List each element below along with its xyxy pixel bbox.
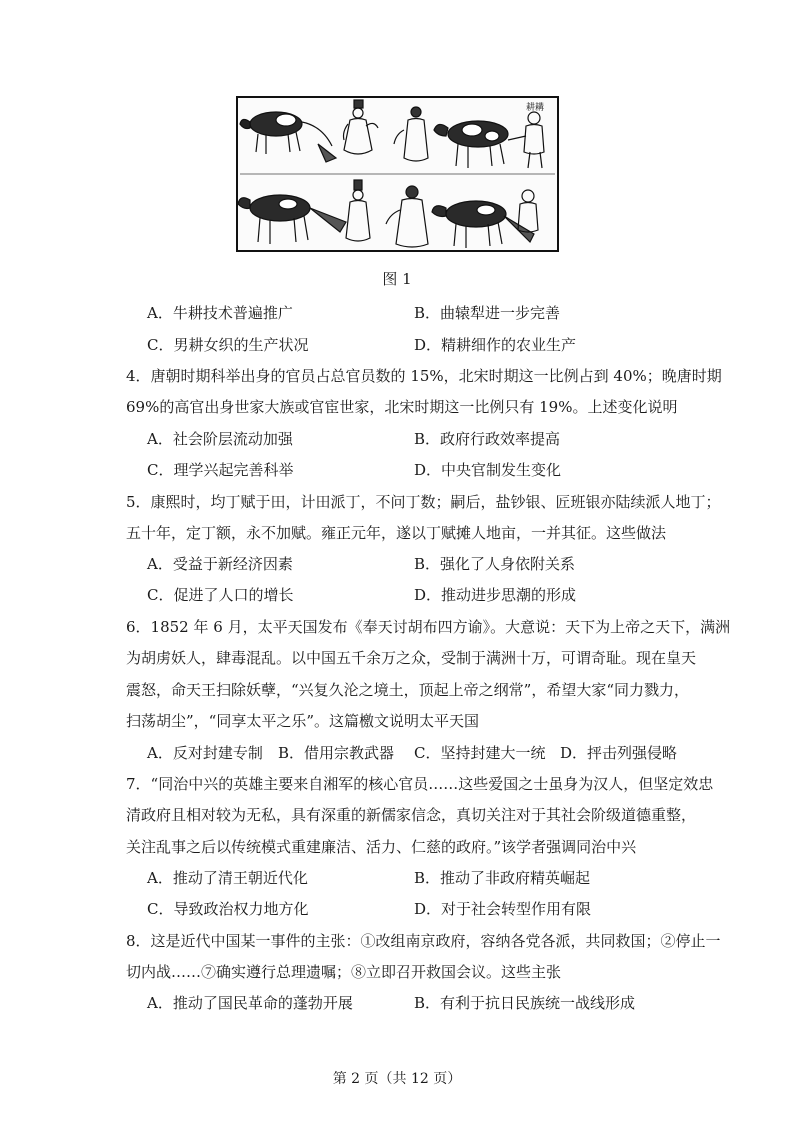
q7-option-d: D．对于社会转型作用有限	[414, 900, 592, 918]
q8-stem-line-2: 切内战……⑦确实遵行总理遗嘱；⑧立即召开救国会议。这些主张	[126, 963, 562, 981]
figure-1-illustration	[236, 96, 559, 252]
q8-option-a: A．推动了国民革命的蓬勃开展	[147, 994, 353, 1012]
q7-stem-line-1: 7．“同治中兴的英雄主要来自湘军的核心官员……这些爱国之士虽身为汉人，但坚定效忠	[126, 775, 714, 793]
q7-option-c: C．导致政治权力地方化	[147, 900, 309, 918]
q6-option-b: B．借用宗教武器	[278, 744, 395, 762]
q5-option-d: D．推动进步思潮的形成	[414, 586, 577, 604]
q5-stem-line-2: 五十年，定丁额，永不加赋。雍正元年，遂以丁赋摊人地亩，一并其征。这些做法	[126, 524, 667, 542]
q3-option-a: A．牛耕技术普遍推广	[147, 304, 293, 322]
q4-stem-line-1: 4．唐朝时期科举出身的官员占总官员数的 15%，北宋时期这一比例占到 40%；晚唐时期	[126, 367, 722, 385]
q4-option-b: B．政府行政效率提高	[414, 430, 561, 448]
q8-option-b: B．有利于抗日民族统一战线形成	[414, 994, 636, 1012]
q8-stem-line-1: 8．这是近代中国某一事件的主张：①改组南京政府，容纳各党各派，共同救国；②停止一	[126, 932, 721, 950]
q6-option-a: A．反对封建专制	[147, 744, 263, 762]
q6-stem-line-2: 为胡虏妖人，肆毒混乱。以中国五千余万之众，受制于满洲十万，可谓奇耻。现在皇天	[126, 649, 697, 667]
q5-option-c: C．促进了人口的增长	[147, 586, 294, 604]
farming-scene-image	[236, 96, 559, 252]
figure-caption: 图 1	[382, 270, 412, 288]
figure-inscription: 耕耩	[526, 103, 545, 113]
q6-stem-line-4: 扫荡胡尘”，“同享太平之乐”。这篇檄文说明太平天国	[126, 712, 480, 730]
q6-option-c: C．坚持封建大一统	[414, 744, 546, 762]
q3-option-b: B．曲辕犁进一步完善	[414, 304, 561, 322]
q5-option-a: A．受益于新经济因素	[147, 555, 293, 573]
page-footer: 第 2 页（共 12 页）	[332, 1071, 462, 1087]
q7-option-a: A．推动了清王朝近代化	[147, 869, 308, 887]
q6-stem-line-3: 震怒，命天王扫除妖孽，“兴复久沦之境土，顶起上帝之纲常”，希望大家“同力戮力，	[126, 681, 690, 699]
q7-option-b: B．推动了非政府精英崛起	[414, 869, 591, 887]
q5-stem-line-1: 5．康熙时，均丁赋于田，计田派丁，不问丁数；嗣后，盐钞银、匠班银亦陆续派人地丁；	[126, 493, 721, 511]
q3-option-d: D．精耕细作的农业生产	[414, 336, 577, 354]
q4-option-c: C．理学兴起完善科举	[147, 461, 294, 479]
q6-option-d: D．抨击列强侵略	[560, 744, 678, 762]
q4-stem-line-2: 69%的高官出身世家大族或官宦世家，北宋时期这一比例只有 19%。上述变化说明	[126, 398, 678, 416]
q5-option-b: B．强化了人身依附关系	[414, 555, 576, 573]
q7-stem-line-2: 清政府且相对较为无私，具有深重的新儒家信念，真切关注对于其社会阶级道德重整，	[126, 806, 697, 824]
q4-option-d: D．中央官制发生变化	[414, 461, 562, 479]
q4-option-a: A．社会阶层流动加强	[147, 430, 293, 448]
q3-option-c: C．男耕女织的生产状况	[147, 336, 309, 354]
q7-stem-line-3: 关注乱事之后以传统模式重建廉洁、活力、仁慈的政府。”该学者强调同治中兴	[126, 838, 637, 856]
q6-stem-line-1: 6．1852 年 6 月，太平天国发布《奉天讨胡布四方谕》。大意说：天下为上帝之天下，满洲	[126, 618, 731, 636]
